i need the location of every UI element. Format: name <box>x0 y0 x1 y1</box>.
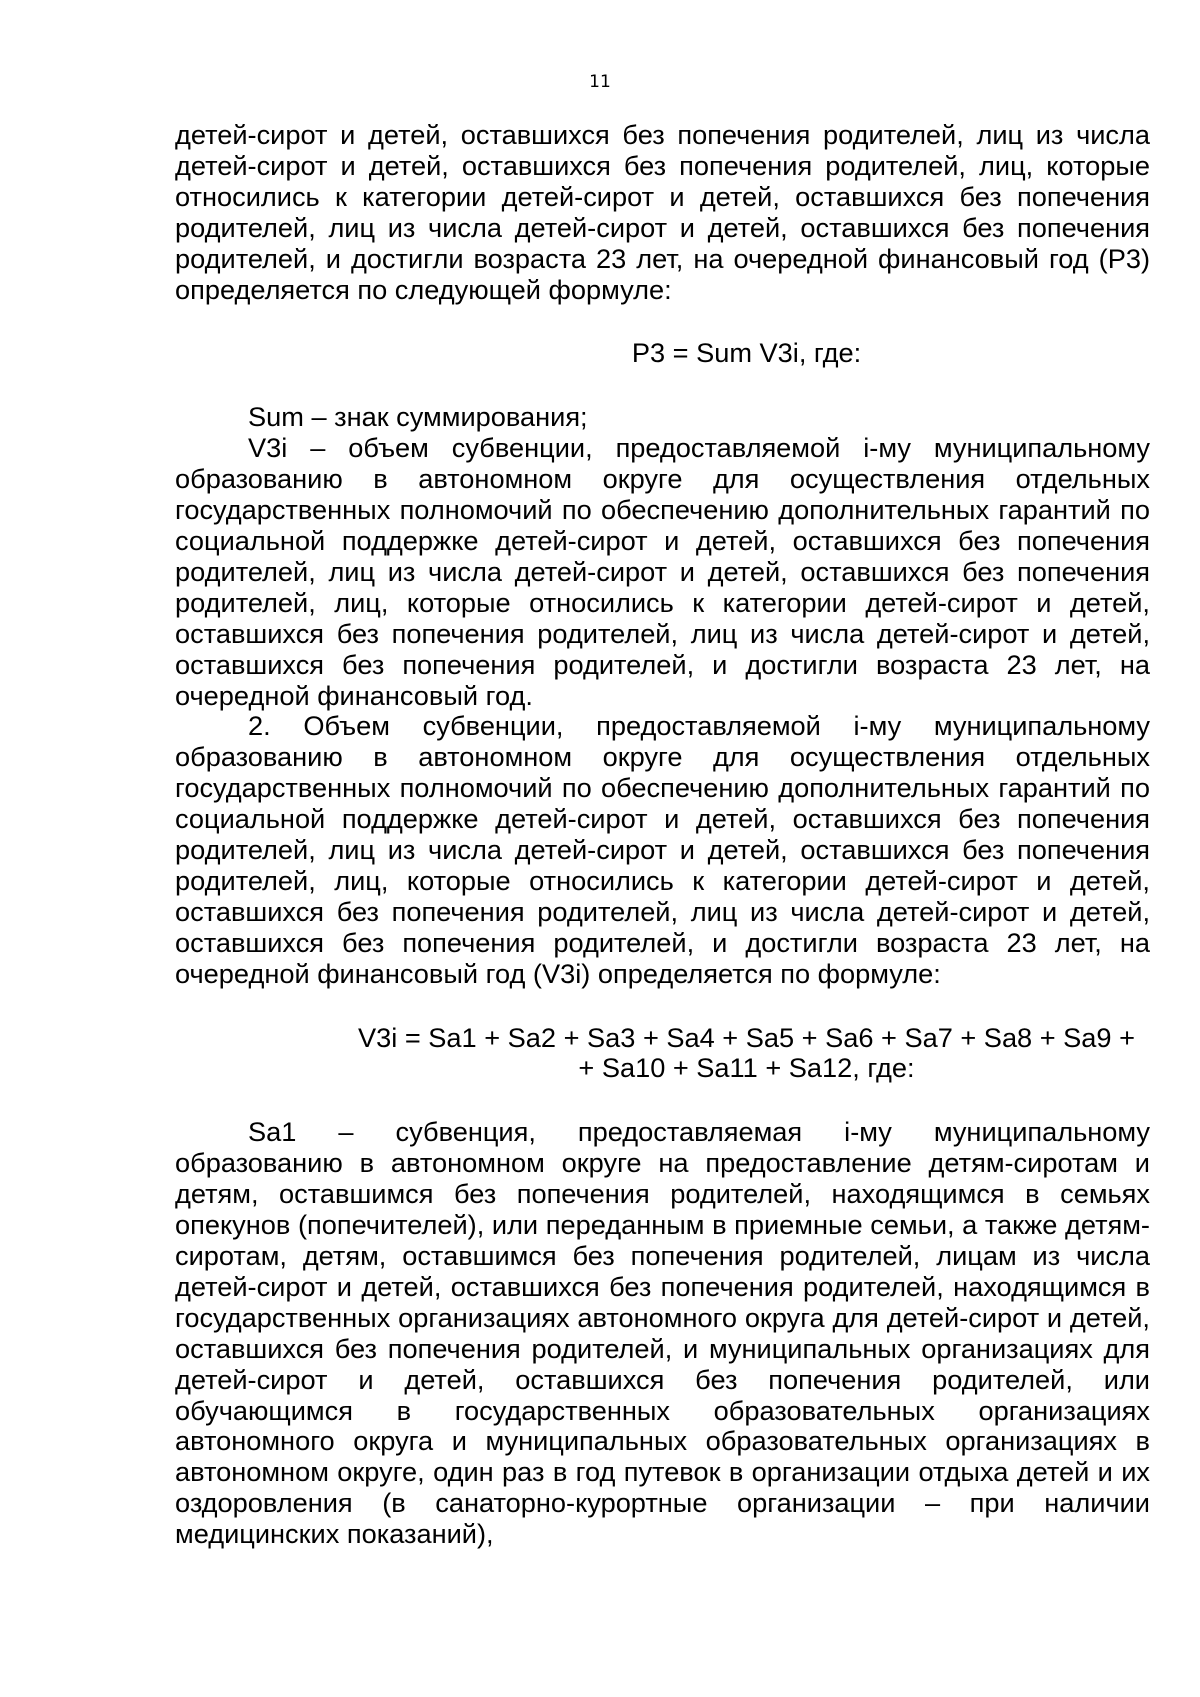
formula-v3i-line-2: + Sa10 + Sa11 + Sa12, где: <box>578 1052 915 1084</box>
paragraph-v3i-definition: V3i – объем субвенции, предоставляемой i-му муниципальному образованию в автономном округе для осуществления отдельных государственных полномочий по обеспечению дополнительных гарантий по социальной поддержке детей-сирот и детей, оставшихся без попечения родителей, лиц из числа детей-сирот и детей, оставшихся без попечения родителей, лиц, которые относились к категории детей-сирот и детей, оставшихся без попечения родителей, лиц из числа детей-сирот и детей, оставшихся без попечения родителей, и достигли возраста 23 лет, на очередной финансовый год. <box>175 432 1150 711</box>
paragraph-item-2: 2. Объем субвенции, предоставляемой i-му муниципальному образованию в автономном округе для осуществления отдельных государственных полномочий по обеспечению дополнительных гарантий по социальной поддержке детей-сирот и детей, оставшихся без попечения родителей, лиц из числа детей-сирот и детей, оставшихся без попечения родителей, лиц, которые относились к категории детей-сирот и детей, оставшихся без попечения родителей, лиц из числа детей-сирот и детей, оставшихся без попечения родителей, и достигли возраста 23 лет, на очередной финансовый год (V3i) определяется по формуле: <box>175 710 1150 989</box>
formula-v3i-line-1: V3i = Sa1 + Sa2 + Sa3 + Sa4 + Sa5 + Sa6 + Sa7 + Sa8 + Sa9 + <box>358 1021 1135 1053</box>
page-number: 11 <box>589 72 611 92</box>
paragraph-intro: детей-сирот и детей, оставшихся без попечения родителей, лиц из числа детей-сирот и детей, оставшихся без попечения родителей, лиц, которые относились к категории детей-сирот и детей, оставшихся без попечения родителей, лиц из числа детей-сирот и детей, оставшихся без попечения родителей, и достигли возраста 23 лет, на очередной финансовый год (Р3) определяется по следующей формуле: <box>175 119 1150 305</box>
paragraph-sa1-definition: Sa1 – субвенция, предоставляемая i-му муниципальному образованию в автономном округе на предоставление детям-сиротам и детям, оставшимся без попечения родителей, находящимся в семьях опекунов (попечителей), или переданным в приемные семьи, а также детям-сиротам, детям, оставшимся без попечения родителей, лицам из числа детей-сирот и детей, оставшихся без попечения родителей, находящимся в государственных организациях автономного округа для детей-сирот и детей, оставшихся без попечения родителей, и муниципальных организациях для детей-сирот и детей, оставшихся без попечения родителей, или обучающимся в государственных образовательных организациях автономного округа и муниципальных образовательных организациях в автономном округе, один раз в год путевок в организации отдыха детей и их оздоровления (в санаторно-курортные организации – при наличии медицинских показаний), <box>175 1116 1150 1550</box>
formula-r3: Р3 = Sum V3i, где: <box>631 337 862 369</box>
formula-v3i <box>175 1023 1150 1085</box>
paragraph-sum-definition: Sum – знак суммирования; <box>248 401 588 433</box>
document-body <box>175 120 1150 1550</box>
